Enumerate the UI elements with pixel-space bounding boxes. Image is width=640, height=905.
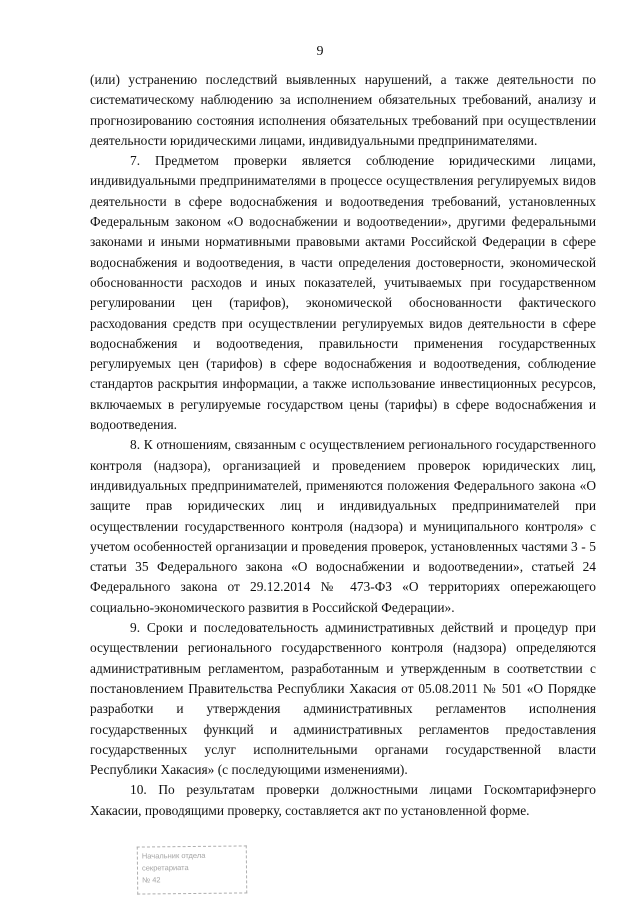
paragraph-8: 8. К отношениям, связанным с осуществлением регионального государственного контроля (надзора), организацией и проведением проверок юридических лиц, индивидуальных предпринимателей, применяются положения Федерального закона «О защите прав юридических лиц и индивидуальных предпринимателей при осуществлении государственного контроля (надзора) и муниципального контроля» с учетом особенностей организации и проведения проверок, установленных частями 3 - 5 статьи 35 Федерального закона «О водоснабжении и водоотведении», статьей 24 Федерального закона от 29.12.2014 № 473-ФЗ «О территориях опережающего социально-экономического развития в Российской Федерации». bbox=[90, 437, 596, 615]
paragraph-9: 9. Сроки и последовательность административных действий и процедур при осуществлении регионального государственного контроля (надзора) определяются административным регламентом, разработанным и утвержденным в соответствии с постановлением Правительства Республики Хакасия от 05.08.2011 № 501 «О Порядке разработки и утверждения административных регламентов исполнения государственных функций и административных регламентов предоставления государственных услуг исполнительными органами государственной власти Республики Хакасия» (с последующими изменениями). bbox=[90, 620, 596, 778]
paragraph-10: 10. По результатам проверки должностными лицами Госкомтарифэнерго Хакасии, проводящими проверку, составляется акт по установленной форме. bbox=[90, 782, 596, 818]
paragraph-7: 7. Предметом проверки является соблюдение юридическими лицами, индивидуальными предпринимателями в процессе осуществления регулируемых видов деятельности в сфере водоснабжения и водоотведения требований, установленных Федеральным законом «О водоснабжении и водоотведении», другими федеральными законами и иными нормативными правовыми актами Российской Федерации в сфере водоснабжения и водоотведения, в части определения достоверности, экономической обоснованности расходов и иных показателей, учитываемых при государственном регулировании цен (тарифов), экономической обоснованности фактического расходования средств при осуществлении регулируемых видов деятельности в сфере водоснабжения и водоотведения, правильности применения государственных регулируемых цен (тарифов) в сфере водоснабжения и водоотведения, соблюдение стандартов раскрытия информации, а также использование инвестиционных ресурсов, включаемых в регулируемые государством цены (тарифы) в сфере водоснабжения и водоотведения. bbox=[90, 153, 596, 433]
stamp-line: Начальник отдела bbox=[141, 850, 206, 861]
page-number: 9 bbox=[316, 44, 324, 59]
paragraph-continuation: (или) устранению последствий выявленных нарушений, а также деятельности по систематическому наблюдению за исполнением обязательных требований, анализу и прогнозированию состояния исполнения обязательных требований при осуществлении деятельности юридическими лицами, индивидуальными предпринимателями. bbox=[90, 72, 596, 148]
certification-stamp bbox=[137, 845, 247, 894]
stamp-line: секретариата bbox=[141, 863, 189, 873]
document-body bbox=[90, 70, 596, 821]
stamp-line: № 42 bbox=[142, 875, 161, 885]
